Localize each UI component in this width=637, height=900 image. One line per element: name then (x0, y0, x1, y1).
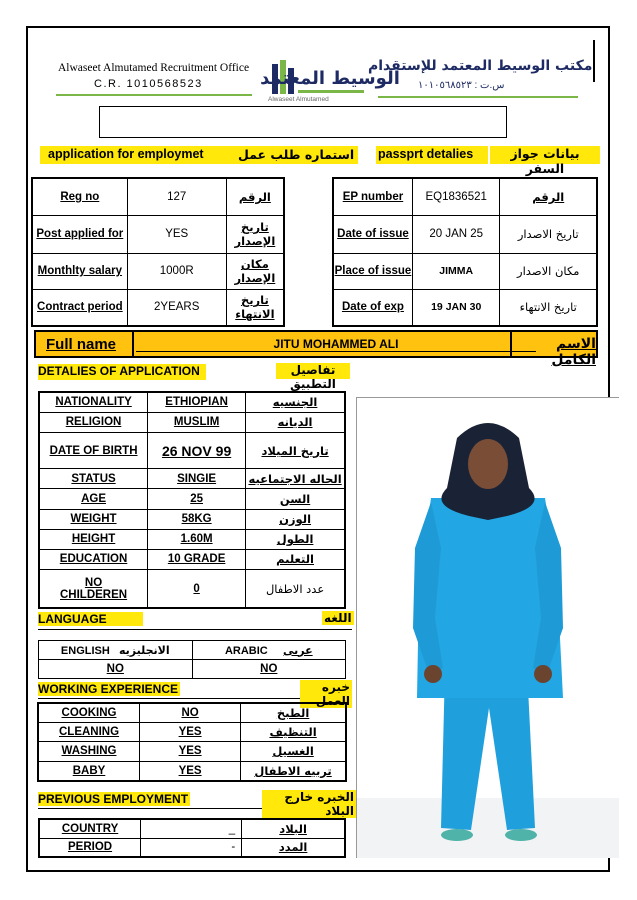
label-en: WEIGHT (39, 509, 148, 529)
arabic-label-ar: عربى (283, 643, 313, 657)
passport-title-ar: بيانات جواز السفر (490, 146, 600, 164)
passport-title-en: passprt detalies (378, 147, 474, 161)
label-en: NO CHILDEREN (39, 570, 148, 608)
arabic-cell (192, 641, 345, 660)
label-en: Place of issue (333, 253, 412, 289)
label-en: COUNTRY (39, 819, 141, 838)
value: 58KG (148, 509, 246, 529)
table-row (32, 216, 284, 254)
value: 1.60M (148, 529, 246, 549)
label-ar: الديانه (246, 412, 345, 432)
header-rule-right (378, 96, 578, 98)
label-ar: الرقم (226, 178, 284, 216)
label-ar: التعليم (246, 549, 345, 569)
label-en: WASHING (38, 741, 140, 761)
label-en: RELIGION (39, 412, 148, 432)
details-title-en: DETALIES OF APPLICATION (38, 364, 206, 380)
label-en: EDUCATION (39, 549, 148, 569)
value: 19 JAN 30 (412, 289, 500, 326)
previous-title-en: PREVIOUS EMPLOYMENT (38, 792, 189, 806)
label-en: DATE OF BIRTH (39, 432, 148, 468)
label-en: Post applied for (32, 216, 127, 254)
previous-table (38, 818, 346, 858)
value: 2YEARS (127, 289, 226, 326)
office-name-en: Alwaseet Almutamed Recruitment Office (58, 62, 250, 74)
table-row (333, 178, 597, 216)
value: MUSLIM (148, 412, 246, 432)
value: SINGIE (148, 469, 246, 489)
arabic-value: NO (192, 660, 345, 679)
value: 1000R (127, 253, 226, 289)
language-title-en: LANGUAGE (38, 612, 143, 626)
label-ar: تاريخ الانتهاء (226, 289, 284, 326)
language-title-row (38, 611, 352, 630)
label-en: Reg no (32, 178, 127, 216)
label-ar: الحاله الاجتماعيه (246, 469, 345, 489)
details-table (38, 391, 346, 609)
label-en: AGE (39, 489, 148, 509)
label-ar: الرقم (500, 178, 597, 216)
logo-caption: Alwaseet Almutamed (268, 96, 329, 103)
table-row (39, 549, 345, 569)
english-cell (39, 641, 193, 660)
table-row (39, 838, 345, 857)
blank-box (99, 106, 507, 138)
value: 10 GRADE (148, 549, 246, 569)
label-ar: المدد (242, 838, 345, 857)
table-row (39, 570, 345, 608)
table-row (39, 412, 345, 432)
label-en: PERIOD (39, 838, 141, 857)
cr-number-en: C.R. 1010568523 (94, 78, 203, 90)
application-title-ar: استماره طلب عمل (238, 147, 355, 162)
applicant-figure (357, 398, 619, 858)
label-en: EP number (333, 178, 412, 216)
table-row (38, 722, 346, 741)
experience-title-ar: خبره العمل (300, 680, 352, 708)
label-ar: تربيه الاطفال (241, 761, 346, 781)
value: _ (141, 819, 242, 838)
table-row (39, 432, 345, 468)
table-row (39, 529, 345, 549)
value: ETHIOPIAN (148, 392, 246, 412)
language-table (38, 640, 346, 679)
label-en: CLEANING (38, 722, 140, 741)
value: YES (140, 741, 241, 761)
table-row (39, 641, 346, 660)
label-ar: الجنسيه (246, 392, 345, 412)
value: NO (140, 703, 241, 722)
details-title-ar: تفاصيل التطبيق (276, 363, 350, 379)
value: YES (127, 216, 226, 254)
value: YES (140, 722, 241, 741)
label-en: Date of exp (333, 289, 412, 326)
value: YES (140, 761, 241, 781)
value: 26 NOV 99 (148, 432, 246, 468)
application-title-bar (40, 146, 358, 164)
label-ar: مكان الاصدار (500, 253, 597, 289)
label-en: BABY (38, 761, 140, 781)
experience-title-row (38, 680, 352, 708)
value: - (141, 838, 242, 857)
office-name-ar: مكتب الوسيط المعتمد للإستقدام (368, 58, 593, 74)
label-ar: التنظيف (241, 722, 346, 741)
label-en: NATIONALITY (39, 392, 148, 412)
application-table (31, 177, 285, 327)
cr-number-ar: س.ت : ١٠١٠٥٦٨٥٢٣ (418, 80, 505, 91)
table-row (39, 819, 345, 838)
value: 25 (148, 489, 246, 509)
value: JIMMA (412, 253, 500, 289)
value: EQ1836521 (412, 178, 500, 216)
table-row (32, 289, 284, 326)
label-ar: عدد الاطفال (246, 570, 345, 608)
full-name-bar (34, 330, 598, 368)
table-row (39, 660, 346, 679)
label-en: STATUS (39, 469, 148, 489)
previous-title-row (38, 790, 356, 818)
passport-title-bar (376, 146, 488, 164)
label-ar: تاريخ الميلاد (246, 432, 345, 468)
label-ar: السن (246, 489, 345, 509)
table-row (32, 253, 284, 289)
label-ar: الغسيل (241, 741, 346, 761)
english-value: NO (39, 660, 193, 679)
label-en: Date of issue (333, 216, 412, 254)
previous-title-ar: الخبره خارج البلاد (262, 790, 356, 818)
applicant-photo (356, 397, 619, 858)
logo-text: الوسيط المعتمد (260, 68, 400, 89)
label-ar: مكان الإصدار (226, 253, 284, 289)
table-row (32, 178, 284, 216)
english-label-ar: الانجليزيه (119, 643, 170, 657)
english-label-en: ENGLISH (60, 644, 110, 657)
table-row (333, 289, 597, 326)
label-ar: الطبخ (241, 703, 346, 722)
table-row (39, 392, 345, 412)
label-ar: تاريخ الاصدار (500, 216, 597, 254)
passport-table (332, 177, 598, 327)
value: 20 JAN 25 (412, 216, 500, 254)
table-row (38, 741, 346, 761)
label-en: COOKING (38, 703, 140, 722)
full-name-label-ar: الاسم الكامل (551, 336, 596, 368)
table-row (39, 469, 345, 489)
experience-title-en: WORKING EXPERIENCE (38, 682, 179, 696)
label-ar: الطول (246, 529, 345, 549)
label-ar: تاريخ الإصدار (226, 216, 284, 254)
arabic-label-en: ARABIC (224, 644, 268, 657)
label-en: Contract period (32, 289, 127, 326)
label-en: Monthlty salary (32, 253, 127, 289)
header-divider (593, 40, 595, 82)
value: 127 (127, 178, 226, 216)
value: 0 (148, 570, 246, 608)
label-en: HEIGHT (39, 529, 148, 549)
language-title-ar: اللغه (324, 611, 352, 625)
table-row (39, 509, 345, 529)
experience-table (37, 702, 347, 782)
table-row (38, 703, 346, 722)
table-row (333, 216, 597, 254)
label-ar: تاريخ الانتهاء (500, 289, 597, 326)
application-title-en: application for employmet (48, 147, 204, 161)
label-ar: الوزن (246, 509, 345, 529)
label-ar: البلاد (242, 819, 345, 838)
table-row (38, 761, 346, 781)
table-row (333, 253, 597, 289)
table-row (39, 489, 345, 509)
header-rule-left (56, 94, 252, 96)
full-name-label-en: Full name (46, 336, 117, 353)
full-name-value: JITU MOHAMMED ALI (136, 337, 536, 352)
